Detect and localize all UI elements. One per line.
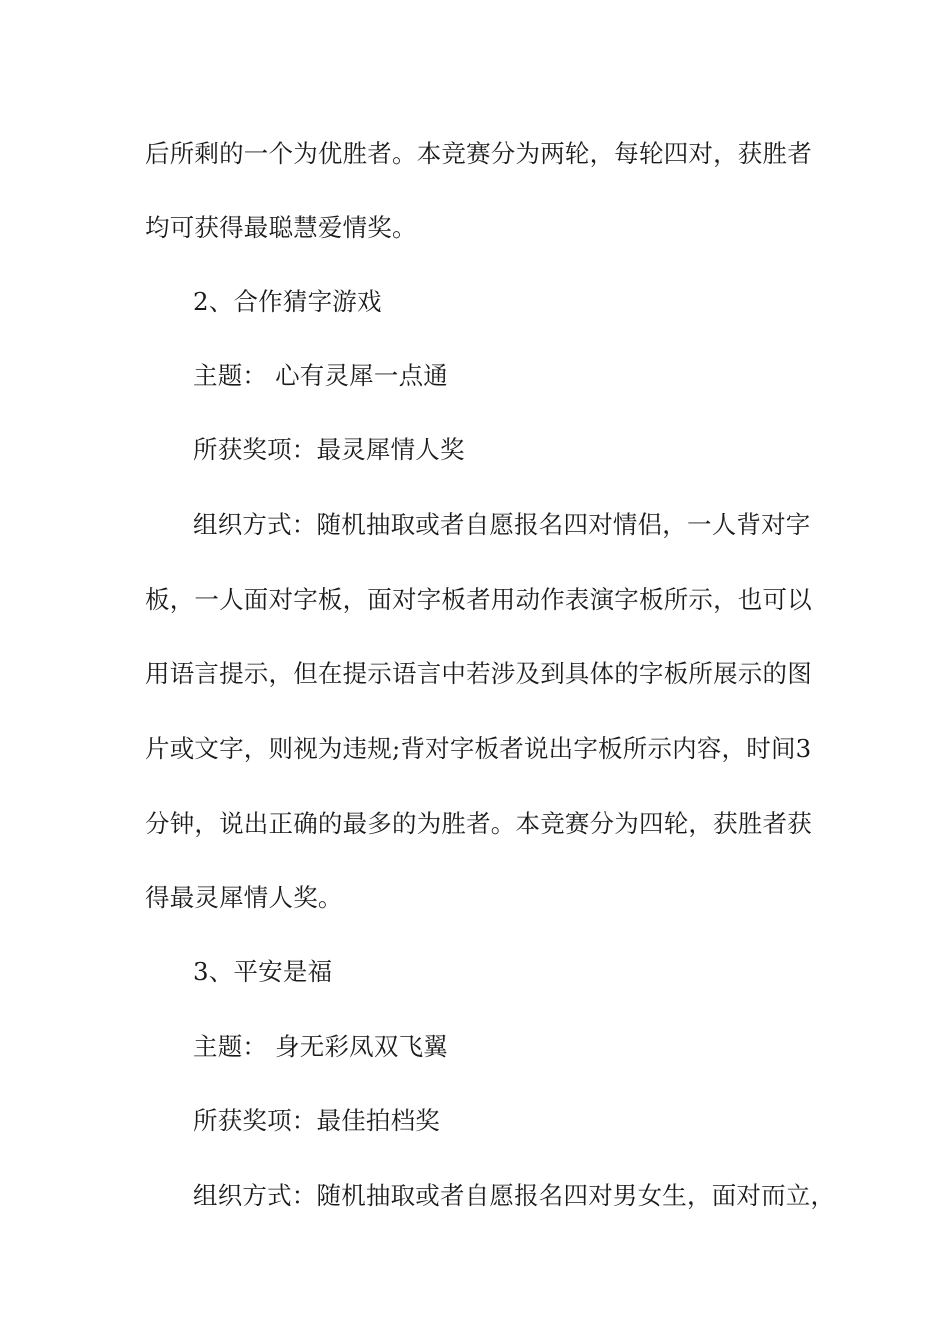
- paragraph-line: 板，一人面对字板，面对字板者用动作表演字板所示，也可以: [145, 585, 812, 614]
- paragraph-line: 片或文字，则视为违规;背对字板者说出字板所示内容，时间3: [145, 734, 812, 763]
- paragraph-line: 均可获得最聪慧爱情奖。: [145, 213, 417, 242]
- paragraph-line: 用语言提示，但在提示语言中若涉及到具体的字板所展示的图: [145, 659, 812, 688]
- theme-line: 主题： 心有灵犀一点通: [193, 361, 448, 390]
- paragraph-line: 组织方式：随机抽取或者自愿报名四对男女生，面对而立，: [193, 1181, 836, 1210]
- section-heading: 3、平安是福: [193, 957, 333, 986]
- paragraph-line: 后所剩的一个为优胜者。本竞赛分为两轮，每轮四对，获胜者: [145, 139, 812, 168]
- theme-line: 主题： 身无彩凤双飞翼: [193, 1032, 448, 1061]
- award-line: 所获奖项：最佳拍档奖: [193, 1106, 440, 1135]
- paragraph-line: 分钟，说出正确的最多的为胜者。本竞赛分为四轮，获胜者获: [145, 809, 812, 838]
- section-heading: 2、合作猜字游戏: [193, 287, 382, 316]
- paragraph-line: 组织方式：随机抽取或者自愿报名四对情侣，一人背对字: [193, 510, 811, 539]
- paragraph-line: 得最灵犀情人奖。: [145, 883, 343, 912]
- award-line: 所获奖项：最灵犀情人奖: [193, 435, 465, 464]
